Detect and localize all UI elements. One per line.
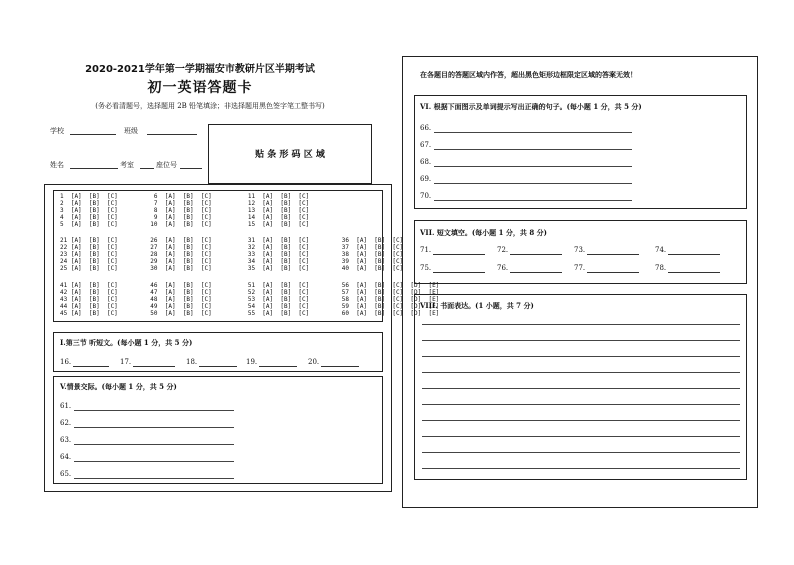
item-number: 66.	[420, 124, 432, 132]
essay-writing-line[interactable]	[422, 356, 740, 357]
essay-writing-line[interactable]	[422, 420, 740, 421]
essay-writing-line[interactable]	[422, 340, 740, 341]
answer-line[interactable]	[433, 272, 485, 273]
mc-row[interactable]: 44 [A] [B] [C] 49 [A] [B] [C] 54 [A] [B] [C] 59 [A] [B] [C] [D] [E]	[60, 303, 440, 310]
essay-writing-line[interactable]	[422, 436, 740, 437]
dialogue-title: V.情景交际。(每小题 1 分，共 5 分)	[60, 382, 177, 391]
answer-line[interactable]	[434, 132, 632, 133]
barcode-area	[208, 124, 372, 184]
room-field[interactable]	[140, 168, 154, 169]
class-field[interactable]	[147, 134, 197, 135]
item-number: 73.	[574, 246, 586, 254]
essay-writing-line[interactable]	[422, 404, 740, 405]
barcode-label: 贴 条 形 码 区 域	[255, 150, 325, 160]
item-number: 69.	[420, 175, 432, 183]
answer-line[interactable]	[433, 254, 485, 255]
answer-line[interactable]	[74, 444, 234, 445]
essay-writing-line[interactable]	[422, 324, 740, 325]
answer-line[interactable]	[587, 272, 639, 273]
answer-line[interactable]	[668, 272, 720, 273]
answer-line[interactable]	[259, 366, 297, 367]
item-number: 67.	[420, 141, 432, 149]
dialogue-box	[53, 376, 383, 484]
listening-title: Ⅰ.第三节 听短文。(每小题 1 分，共 5 分)	[60, 338, 193, 347]
mc-row[interactable]: 25 [A] [B] [C] 30 [A] [B] [C] 35 [A] [B] [C] 40 [A] [B] [C]	[60, 265, 404, 272]
mc-row[interactable]: 22 [A] [B] [C] 27 [A] [B] [C] 32 [A] [B] [C] 37 [A] [B] [C]	[60, 244, 404, 251]
mc-row[interactable]: 2 [A] [B] [C] 7 [A] [B] [C] 12 [A] [B] [C]	[60, 200, 310, 207]
item-number: 68.	[420, 158, 432, 166]
answer-line[interactable]	[434, 183, 632, 184]
instruction-text: (务必看清题号，选择题用 2B 铅笔填涂；非选择题用黑色签字笔工整书写)	[95, 102, 325, 110]
answer-line[interactable]	[668, 254, 720, 255]
cloze-title: VII. 短文填空。(每小题 1 分，共 8 分)	[420, 228, 547, 237]
answer-line[interactable]	[510, 272, 562, 273]
answer-line[interactable]	[74, 461, 234, 462]
item-number: 77.	[574, 264, 586, 272]
essay-writing-line[interactable]	[422, 372, 740, 373]
item-number: 62.	[60, 419, 72, 427]
school-label: 学校	[50, 127, 64, 135]
answer-line[interactable]	[587, 254, 639, 255]
mc-row[interactable]: 3 [A] [B] [C] 8 [A] [B] [C] 13 [A] [B] [C]	[60, 207, 310, 214]
item-number: 70.	[420, 192, 432, 200]
name-field[interactable]	[70, 168, 118, 169]
item-number: 20.	[308, 358, 320, 366]
item-number: 17.	[120, 358, 132, 366]
item-number: 74.	[655, 246, 667, 254]
item-number: 75.	[420, 264, 432, 272]
mc-row[interactable]: 21 [A] [B] [C] 26 [A] [B] [C] 31 [A] [B] [C] 36 [A] [B] [C]	[60, 237, 404, 244]
mc-row[interactable]: 43 [A] [B] [C] 48 [A] [B] [C] 53 [A] [B] [C] 58 [A] [B] [C] [D] [E]	[60, 296, 440, 303]
answer-line[interactable]	[74, 427, 234, 428]
mc-row[interactable]: 1 [A] [B] [C] 6 [A] [B] [C] 11 [A] [B] [C]	[60, 193, 310, 200]
exam-title: 2020-2021学年第一学期福安市教研片区半期考试	[85, 64, 315, 75]
item-number: 65.	[60, 470, 72, 478]
item-number: 16.	[60, 358, 72, 366]
seat-label: 座位号	[156, 161, 177, 169]
notice-text: 在各题目的答题区域内作答，超出黑色矩形边框限定区域的答案无效！	[420, 70, 637, 79]
item-number: 72.	[497, 246, 509, 254]
item-number: 19.	[246, 358, 258, 366]
answer-line[interactable]	[199, 366, 237, 367]
answer-line[interactable]	[434, 149, 632, 150]
mc-row[interactable]: 45 [A] [B] [C] 50 [A] [B] [C] 55 [A] [B] [C] 60 [A] [B] [C] [D] [E]	[60, 310, 440, 317]
sentence-writing-title: VI. 根据下面图示及单词提示写出正确的句子。(每小题 1 分，共 5 分)	[420, 102, 642, 111]
mc-row[interactable]: 4 [A] [B] [C] 9 [A] [B] [C] 14 [A] [B] [C]	[60, 214, 310, 221]
essay-writing-line[interactable]	[422, 452, 740, 453]
answer-line[interactable]	[73, 366, 109, 367]
room-label: 考室	[120, 161, 134, 169]
answer-line[interactable]	[510, 254, 562, 255]
mc-row[interactable]: 5 [A] [B] [C] 10 [A] [B] [C] 15 [A] [B] [C]	[60, 221, 310, 228]
class-label: 班级	[124, 127, 138, 135]
school-field[interactable]	[70, 134, 116, 135]
item-number: 64.	[60, 453, 72, 461]
answer-line[interactable]	[133, 366, 175, 367]
essay-title: VIII. 书面表达。(1 小题，共 7 分)	[420, 301, 534, 310]
sentence-writing-box	[414, 95, 747, 209]
essay-writing-line[interactable]	[422, 468, 740, 469]
mc-row[interactable]: 23 [A] [B] [C] 28 [A] [B] [C] 33 [A] [B] [C] 38 [A] [B] [C]	[60, 251, 404, 258]
item-number: 18.	[186, 358, 198, 366]
mc-row[interactable]: 42 [A] [B] [C] 47 [A] [B] [C] 52 [A] [B] [C] 57 [A] [B] [C] [D] [E]	[60, 289, 440, 296]
name-label: 姓名	[50, 161, 64, 169]
mc-row[interactable]: 24 [A] [B] [C] 29 [A] [B] [C] 34 [A] [B] [C] 39 [A] [B] [C]	[60, 258, 404, 265]
seat-field[interactable]	[180, 168, 202, 169]
item-number: 78.	[655, 264, 667, 272]
item-number: 71.	[420, 246, 432, 254]
answer-line[interactable]	[74, 410, 234, 411]
answer-line[interactable]	[321, 366, 359, 367]
essay-writing-line[interactable]	[422, 388, 740, 389]
answer-line[interactable]	[74, 478, 234, 479]
mc-row[interactable]: 41 [A] [B] [C] 46 [A] [B] [C] 51 [A] [B] [C] 56 [A] [B] [C] [D] [E]	[60, 282, 440, 289]
answer-line[interactable]	[434, 200, 632, 201]
card-title: 初一英语答题卡	[147, 80, 253, 96]
item-number: 61.	[60, 402, 72, 410]
item-number: 76.	[497, 264, 509, 272]
answer-line[interactable]	[434, 166, 632, 167]
item-number: 63.	[60, 436, 72, 444]
